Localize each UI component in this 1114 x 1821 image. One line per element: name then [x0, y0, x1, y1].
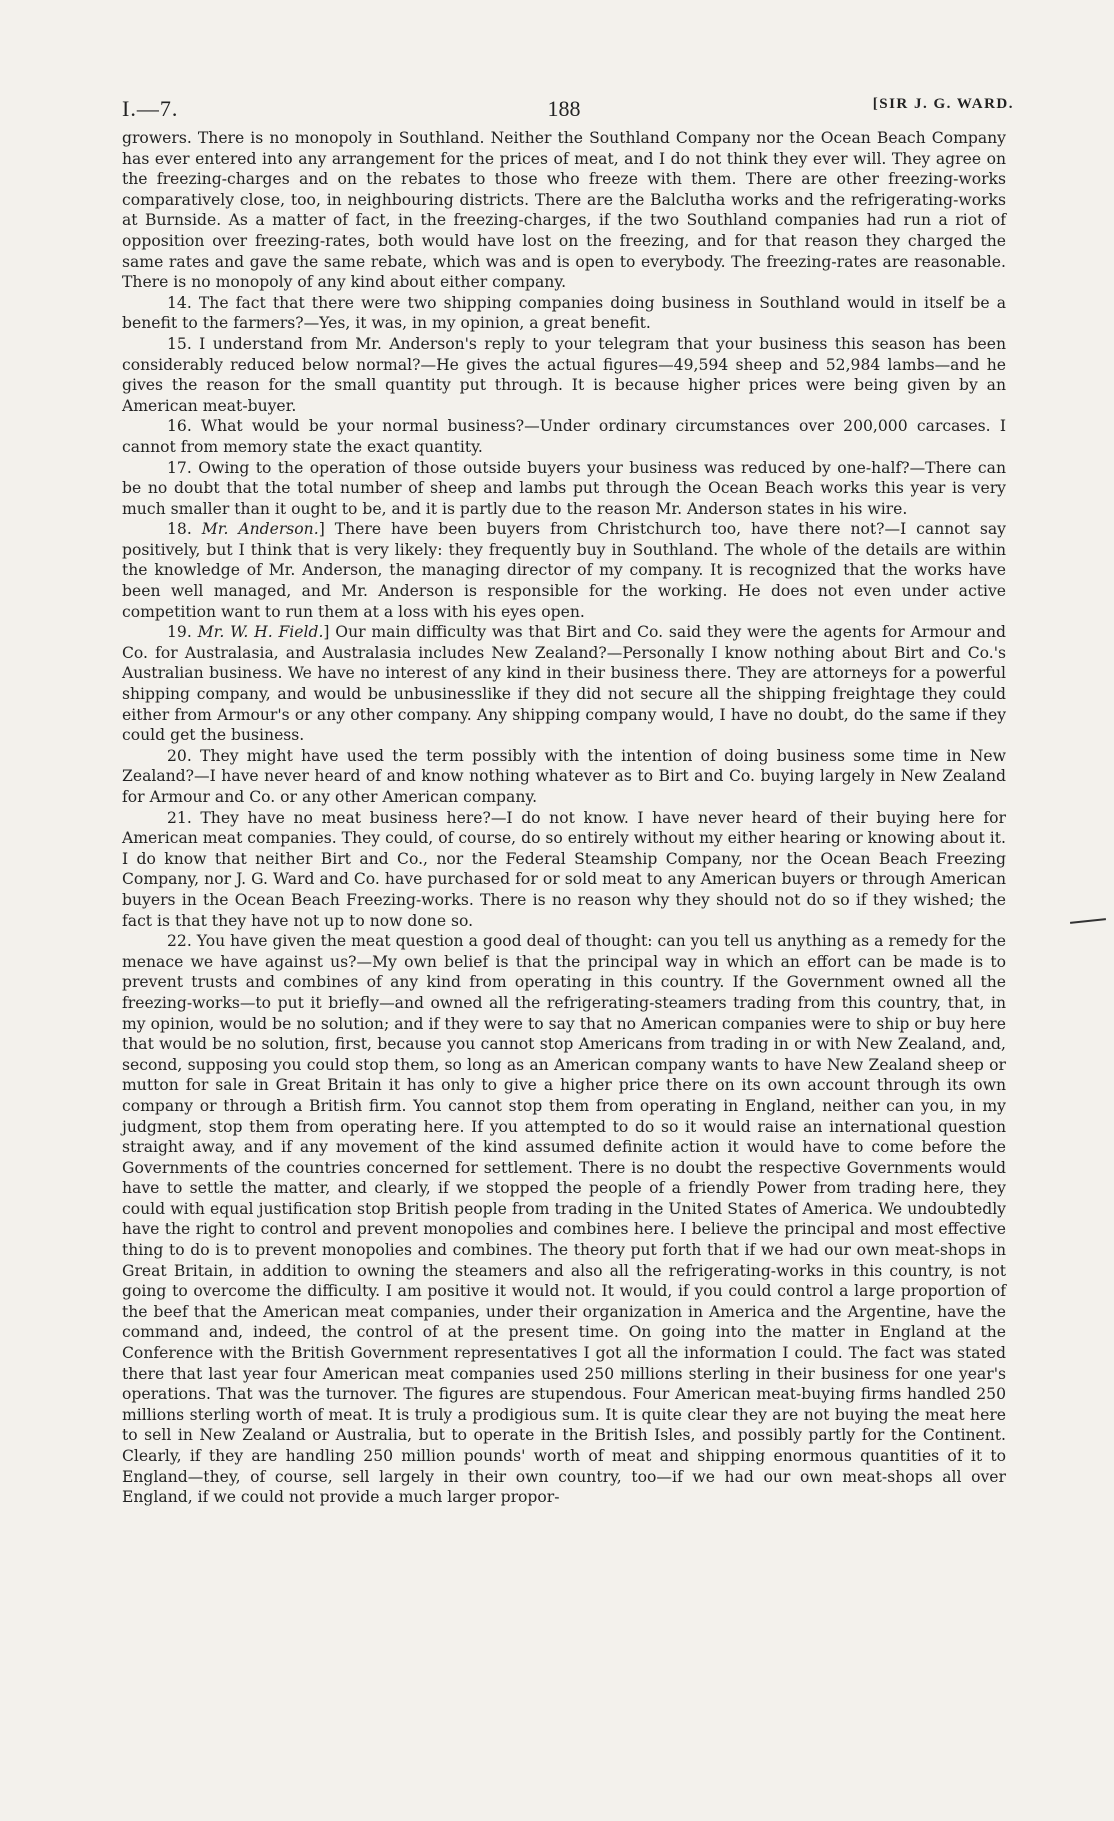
- document-body: [122, 128, 1006, 1508]
- speaker-heading: [SIR J. G. WARD.: [872, 96, 1014, 112]
- question-number: 18.: [167, 520, 192, 539]
- page-number: 188: [547, 96, 581, 121]
- paragraph: [122, 519, 1006, 622]
- paragraph: 16. What would be your normal business?—Under ordinary circumstances over 200,000 carcases. I cannot from memory state the exact quantity.: [122, 417, 1006, 456]
- paragraph: 20. They might have used the term possibly with the intention of doing business some time in New Zealand?—I have never heard of and know nothing whatever as to Birt and Co. buying largely in New Zealand for Armour and Co. or any other American company.: [122, 746, 1006, 806]
- margin-mark: [1070, 918, 1106, 924]
- paper-reference: I.—7.: [122, 96, 179, 121]
- page-header: [122, 0, 1014, 128]
- paragraph: 21. They have no meat business here?—I do not know. I have never heard of their buying here for American meat companies. They could, of course, do so entirely without my either hearing or knowing about it. I do know that neither Birt and Co., nor the Federal Steamship Company, nor the Ocean Beach Freezing Company, nor J. G. Ward and Co. have purchased for or sold meat to any American buyers or through American buyers in the Ocean Beach Freezing-works. There is no reason why they should not do so if they wished; the fact is that they have not up to now done so.: [122, 808, 1006, 930]
- speaker-name: Mr. Anderson.: [201, 520, 319, 539]
- question-number: 19.: [167, 623, 192, 642]
- paragraph: 17. Owing to the operation of those outside buyers your business was reduced by one-half?—There can be no doubt that the total number of sheep and lambs put through the Ocean Beach works this year is very much smaller than it ought to be, and it is partly due to the reason Mr. Anderson states in his wire.: [122, 458, 1006, 518]
- paragraph: growers. There is no monopoly in Southland. Neither the Southland Company nor the Ocean Beach Company has ever entered into any arrangement for the prices of meat, and I do not think they ever will. They agree on the freezing-charges and on the rebates to those who freeze with them. There are other freezing-works comparatively close, too, in neighbouring districts. There are the Balclutha works and the refrigerating-works at Burnside. As a matter of fact, in the freezing-charges, if the two Southland companies had run a riot of opposition over freezing-rates, both would have lost on the freezing, and for that reason they charged the same rates and gave the same rebate, which was and is open to everybody. The freezing-rates are reasonable. There is no monopoly of any kind about either company.: [122, 129, 1006, 292]
- paragraph-text: ] Our main difficulty was that Birt and Co. said they were the agents for Armour and Co. for Australasia, and Australasia includes New Zealand?—Personally I know nothing about Birt and Co.'s Australian business. We have no interest of any kind in their business there. They are attorneys for a powerful shipping company, and would be unbusinesslike if they did not secure all the shipping freightage they could either from Armour's or any other company. Any shipping company would, I have no doubt, do the same if they could get the business.: [122, 623, 1006, 745]
- paragraph-text: ] There have been buyers from Christchurch too, have there not?—I cannot say positively, but I think that is very likely: they frequently buy in Southland. The whole of the details are within the knowledge of Mr. Anderson, the managing director of my company. It is recognized that the works have been well managed, and Mr. Anderson is responsible for the working. He does not even under active competition want to run them at a loss with his eyes open.: [122, 520, 1006, 621]
- paragraph: 14. The fact that there were two shipping companies doing business in Southland would in itself be a benefit to the farmers?—Yes, it was, in my opinion, a great benefit.: [122, 293, 1006, 333]
- paragraph: 15. I understand from Mr. Anderson's reply to your telegram that your business this season has been considerably reduced below normal?—He gives the actual figures—49,594 sheep and 52,984 lambs—and he gives the reason for the small quantity put through. It is because higher prices were being given by an American meat-buyer.: [122, 334, 1006, 415]
- speaker-name: Mr. W. H. Field.: [197, 623, 324, 642]
- paragraph: [122, 622, 1006, 746]
- paragraph: 22. You have given the meat question a good deal of thought: can you tell us anything as a remedy for the menace we have against us?—My own belief is that the principal way in which an effort can be made is to prevent trusts and combines of any kind from operating in this country. If the Government owned all the freezing-works—to put it briefly—and owned all the refrigerating-steamers trading from this country, that, in my opinion, would be no solution; and if they were to say that no American companies were to ship or buy here that would be no solution, first, because you cannot stop Americans from trading in or with New Zealand, and, second, supposing you could stop them, so long as an American company wants to have New Zealand sheep or mutton for sale in Great Britain it has only to give a higher price there on its own account through its own company or through a British firm. You cannot stop them from operating in England, neither can you, in my judgment, stop them from operating here. If you attempted to do so it would raise an international question straight away, and if any movement of the kind assumed definite action it would have to come before the Governments of the countries concerned for settlement. There is no doubt the respective Governments would have to settle the matter, and clearly, if we stopped the people of a friendly Power from trading here, they could with equal justification stop British people from trading in the United States of America. We undoubtedly have the right to control and prevent monopolies and combines here. I believe the principal and most effective thing to do is to prevent monopolies and combines. The theory put forth that if we had our own meat-shops in Great Britain, in addition to owning the steamers and also all the refrigerating-works in this country, is not going to overcome the difficulty. I am positive it would not. It would, if you could control a large proportion of the beef that the American meat companies, under their organization in America and the Argentine, have the command and, indeed, the control of at the present time. On going into the matter in England at the Conference with the British Government representatives I got all the information I could. The fact was stated there that last year four American meat companies used 250 millions sterling in their business for one year's operations. That was the turnover. The figures are stupendous. Four American meat-buying firms handled 250 millions sterling worth of meat. It is truly a prodigious sum. It is quite clear they are not buying the meat here to sell in New Zealand or Australia, but to operate in the British Isles, and possibly partly for the Continent. Clearly, if they are handling 250 million pounds' worth of meat and shipping enormous quantities of it to England—they, of course, sell largely in their own country, too—if we had our own meat-shops all over England, if we could not provide a much larger propor-: [122, 932, 1006, 1507]
